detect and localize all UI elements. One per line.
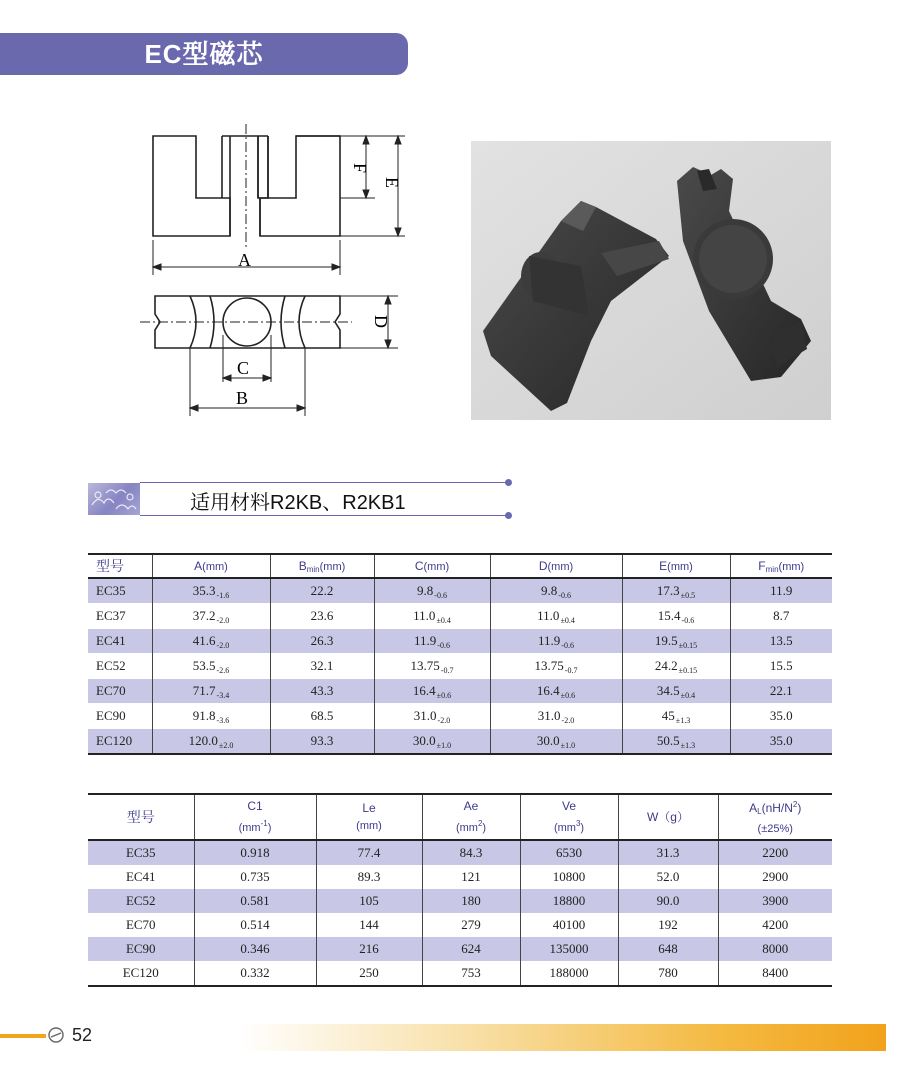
value-cell	[270, 604, 374, 629]
value-cell	[622, 704, 730, 729]
page-number: 52	[72, 1025, 93, 1045]
tolerance: -0.6	[558, 590, 571, 600]
value-cell	[730, 604, 832, 629]
tolerance: -2.0	[216, 615, 230, 625]
value: 15.5	[769, 658, 793, 673]
tolerance: ±0.5	[680, 590, 696, 600]
value-cell: 0.346	[194, 937, 316, 961]
value-cell: 648	[618, 937, 718, 961]
value-cell	[374, 704, 490, 729]
c1-unit-pre: (mm	[238, 821, 261, 834]
value-cell: 90.0	[618, 889, 718, 913]
header-main: F	[758, 558, 766, 573]
section-dot-top	[505, 479, 512, 486]
ve-unit-post: )	[580, 821, 585, 834]
value-cell	[152, 629, 270, 654]
core-photo	[471, 141, 831, 420]
model-cell: EC52	[88, 654, 152, 679]
tolerance: -0.7	[440, 665, 454, 675]
table-row	[88, 840, 832, 865]
value: 71.7	[192, 682, 216, 698]
ve-unit-pre: (mm	[553, 821, 576, 834]
tolerance: ±0.15	[678, 640, 698, 650]
value-cell: 84.3	[422, 840, 520, 865]
value-cell	[490, 729, 622, 755]
value: 35.0	[769, 733, 793, 748]
section-decoration	[88, 483, 140, 515]
table-row	[88, 604, 832, 629]
value-cell: 6530	[520, 840, 618, 865]
value-cell: 8000	[718, 937, 832, 961]
value: 50.5	[656, 732, 680, 748]
table-row	[88, 961, 832, 986]
value-cell	[152, 729, 270, 755]
value-cell: 121	[422, 865, 520, 889]
label-e: E	[382, 177, 402, 188]
parameter-table-header	[88, 794, 832, 840]
ae-unit-pre: (mm	[455, 821, 478, 834]
value: 32.1	[310, 658, 334, 673]
value-cell	[622, 729, 730, 755]
value-cell: 624	[422, 937, 520, 961]
value-cell: 180	[422, 889, 520, 913]
header-unit: (mm)	[202, 561, 228, 573]
value-cell	[270, 704, 374, 729]
value-cell	[152, 654, 270, 679]
header-c1	[194, 794, 316, 840]
header-unit: (mm)	[667, 561, 693, 573]
value-cell	[270, 729, 374, 755]
value-cell	[270, 679, 374, 704]
tolerance: ±0.6	[560, 690, 576, 700]
footer-bar	[0, 1034, 46, 1038]
value-cell: 2200	[718, 840, 832, 865]
value-cell	[490, 578, 622, 604]
value: 53.5	[192, 657, 216, 673]
value-cell: 753	[422, 961, 520, 986]
model-cell: EC41	[88, 629, 152, 654]
value: 19.5	[654, 632, 678, 648]
ae-unit-sup: 2	[477, 818, 483, 828]
model-cell: EC90	[88, 704, 152, 729]
header-col-5	[622, 554, 730, 578]
table-row	[88, 937, 832, 961]
model-cell: EC90	[88, 937, 194, 961]
value: 15.4	[657, 607, 681, 623]
value-cell: 144	[316, 913, 422, 937]
value-cell	[490, 629, 622, 654]
value-cell: 279	[422, 913, 520, 937]
value-cell	[152, 704, 270, 729]
header-model: 型号	[88, 794, 194, 840]
value-cell	[622, 679, 730, 704]
tolerance: ±0.6	[436, 690, 452, 700]
model-cell: EC35	[88, 840, 194, 865]
tolerance: ±1.3	[675, 715, 691, 725]
value-cell: 40100	[520, 913, 618, 937]
tolerance: -0.7	[564, 665, 578, 675]
value: 11.0	[537, 607, 560, 623]
value: 68.5	[310, 708, 334, 723]
tolerance: -3.4	[216, 690, 230, 700]
value-cell	[490, 704, 622, 729]
cloud-pattern-icon	[88, 483, 140, 515]
value: 91.8	[192, 707, 216, 723]
value-cell	[730, 729, 832, 755]
value: 93.3	[310, 733, 334, 748]
al-sub: L	[757, 807, 762, 816]
tolerance: ±0.4	[436, 615, 451, 625]
tolerance: ±1.0	[560, 740, 576, 750]
value: 16.4	[412, 682, 436, 698]
value: 37.2	[192, 607, 216, 623]
header-unit: (mm)	[423, 561, 450, 573]
header-unit: (mm)	[319, 560, 346, 573]
model-cell: EC120	[88, 729, 152, 755]
value: 11.9	[770, 583, 793, 598]
al-sup: 2	[792, 800, 798, 809]
model-cell: EC41	[125, 869, 156, 884]
value-cell: 250	[316, 961, 422, 986]
model-cell: EC35	[88, 578, 152, 604]
value-cell	[622, 578, 730, 604]
value-cell	[374, 654, 490, 679]
value-cell	[490, 679, 622, 704]
title-banner	[0, 33, 408, 75]
value-cell: 0.332	[194, 961, 316, 986]
table-row	[88, 729, 832, 755]
model-cell: EC120	[122, 965, 159, 980]
header-al-tolerance: (±25%)	[757, 823, 793, 835]
tolerance: -0.6	[561, 640, 574, 650]
section-title: 适用材料R2KB、R2KB1	[190, 492, 406, 514]
value-cell	[490, 654, 622, 679]
header-main: D	[538, 559, 548, 573]
header-unit: (mm)	[547, 561, 574, 573]
value: 24.2	[654, 657, 678, 673]
value: 13.5	[769, 633, 793, 648]
model-cell: EC70	[125, 917, 156, 932]
header-le-label: Le	[362, 800, 376, 815]
value-cell: 10800	[520, 865, 618, 889]
label-a: A	[238, 250, 251, 270]
value-cell	[730, 654, 832, 679]
al-post: )	[797, 801, 802, 815]
value-cell	[622, 604, 730, 629]
value-cell: 18800	[520, 889, 618, 913]
value: 22.1	[769, 683, 793, 698]
value-cell: 780	[618, 961, 718, 986]
header-ve	[520, 794, 618, 840]
value-cell: 0.581	[194, 889, 316, 913]
value: 9.8	[417, 582, 434, 598]
label-f: F	[350, 163, 370, 174]
dimension-table-header	[88, 554, 832, 578]
header-ae-label: Ae	[463, 798, 479, 813]
header-main: A	[194, 559, 203, 573]
c1-unit-post: )	[267, 821, 272, 834]
value-cell: 89.3	[316, 865, 422, 889]
value: 11.9	[414, 632, 437, 648]
header-ae	[422, 794, 520, 840]
model-cell: EC70	[88, 679, 152, 704]
label-c: C	[237, 358, 250, 378]
table-row	[88, 654, 832, 679]
table-row	[88, 913, 832, 937]
header-al-label	[749, 801, 801, 815]
al-pre: A	[749, 801, 758, 815]
value-cell	[730, 679, 832, 704]
value-cell: 135000	[520, 937, 618, 961]
tolerance: -3.6	[216, 715, 230, 725]
value: 120.0	[188, 732, 218, 748]
table-row	[88, 889, 832, 913]
value: 35.3	[192, 582, 216, 598]
tolerance: -2.0	[216, 640, 230, 650]
tolerance: -2.0	[561, 715, 575, 725]
tolerance: -0.6	[437, 640, 450, 650]
value-cell	[374, 629, 490, 654]
value: 30.0	[412, 732, 436, 748]
value: 16.4	[536, 682, 560, 698]
parameter-table	[88, 793, 832, 987]
header-main: B	[298, 558, 307, 573]
model-cell: EC37	[88, 604, 152, 629]
value: 9.8	[541, 582, 558, 598]
value-cell	[152, 679, 270, 704]
value-cell	[270, 654, 374, 679]
value-cell	[374, 729, 490, 755]
header-le	[316, 794, 422, 840]
value-cell	[152, 578, 270, 604]
header-al	[718, 794, 832, 840]
table-row	[88, 578, 832, 604]
header-sub: min	[306, 564, 320, 574]
tolerance: -2.6	[216, 665, 230, 675]
tolerance: ±1.3	[680, 740, 696, 750]
value: 34.5	[656, 682, 680, 698]
ae-unit-post: )	[482, 821, 487, 834]
header-col-2	[270, 554, 374, 578]
value-cell: 2900	[718, 865, 832, 889]
value-cell	[374, 604, 490, 629]
value-cell	[730, 629, 832, 654]
value-cell: 77.4	[316, 840, 422, 865]
value-cell	[490, 604, 622, 629]
value: 30.0	[536, 732, 560, 748]
section-line-top	[140, 482, 510, 483]
value-cell: 4200	[718, 913, 832, 937]
value: 45	[661, 707, 675, 723]
value: 11.0	[413, 607, 436, 623]
header-main: 型号	[96, 558, 124, 574]
header-main: E	[659, 559, 668, 573]
model-cell: EC52	[88, 889, 194, 913]
dimension-table	[88, 553, 832, 755]
value: 26.3	[310, 633, 334, 648]
header-ve-unit	[553, 818, 585, 834]
header-col-4	[490, 554, 622, 578]
logo-icon	[48, 1027, 64, 1043]
value: 31.0	[413, 707, 437, 723]
tolerance: ±0.15	[678, 665, 698, 675]
c1-unit-sup: -1	[260, 818, 268, 828]
value-cell	[152, 604, 270, 629]
tolerance: ±1.0	[436, 740, 452, 750]
table-row	[88, 865, 832, 889]
tolerance: -0.6	[681, 615, 695, 625]
value: 23.6	[310, 608, 334, 623]
value-cell: 188000	[520, 961, 618, 986]
value-cell	[622, 629, 730, 654]
tolerance: ±0.4	[560, 615, 575, 625]
header-le-unit: (mm)	[356, 819, 382, 832]
value-cell	[730, 704, 832, 729]
al-mid: (nH/N	[761, 801, 793, 815]
value-cell: 3900	[718, 889, 832, 913]
section-line-bottom	[140, 515, 510, 516]
value-cell: 0.918	[194, 840, 316, 865]
tolerance: ±0.4	[680, 690, 696, 700]
header-ve-label: Ve	[561, 798, 576, 813]
value-cell: 0.514	[194, 913, 316, 937]
header-ae-unit	[455, 818, 487, 834]
value: 43.3	[310, 683, 334, 698]
label-d: D	[371, 315, 391, 328]
value-cell	[374, 578, 490, 604]
value: 13.75	[534, 657, 564, 673]
header-col-6	[730, 554, 832, 578]
dimension-drawing	[130, 120, 430, 420]
header-unit: (mm)	[778, 560, 805, 573]
value-cell	[270, 578, 374, 604]
value-cell: 105	[316, 889, 422, 913]
value-cell	[622, 654, 730, 679]
header-c1-unit	[238, 818, 272, 834]
ve-unit-sup: 3	[575, 818, 581, 828]
value: 31.0	[537, 707, 561, 723]
value-cell: 31.3	[618, 840, 718, 865]
value: 17.3	[656, 582, 680, 598]
value: 8.7	[773, 608, 790, 623]
section-dot-bottom	[505, 512, 512, 519]
header-sub: min	[765, 564, 779, 574]
value-cell	[730, 578, 832, 604]
header-c1-label: C1	[247, 798, 263, 813]
value-cell	[374, 679, 490, 704]
value-cell: 192	[618, 913, 718, 937]
header-w: W（g）	[618, 794, 718, 840]
value: 22.2	[310, 583, 334, 598]
value-cell: 52.0	[618, 865, 718, 889]
tolerance: -1.6	[216, 590, 230, 600]
value: 41.6	[192, 632, 216, 648]
value-cell: 8400	[718, 961, 832, 986]
header-main: C	[414, 559, 424, 573]
header-col-0	[88, 554, 152, 578]
value: 35.0	[769, 708, 793, 723]
value-cell: 0.735	[194, 865, 316, 889]
tolerance: -2.0	[437, 715, 451, 725]
table-row	[88, 704, 832, 729]
table-row	[88, 629, 832, 654]
value-cell	[270, 629, 374, 654]
header-col-3	[374, 554, 490, 578]
table-row	[88, 679, 832, 704]
value: 13.75	[410, 657, 440, 673]
tolerance: -0.6	[434, 590, 447, 600]
value: 11.9	[538, 632, 561, 648]
tolerance: ±2.0	[218, 740, 234, 750]
footer-gradient	[240, 1024, 886, 1051]
label-b: B	[236, 388, 249, 408]
header-col-1	[152, 554, 270, 578]
value-cell: 216	[316, 937, 422, 961]
page-title: EC型磁芯	[144, 39, 264, 69]
